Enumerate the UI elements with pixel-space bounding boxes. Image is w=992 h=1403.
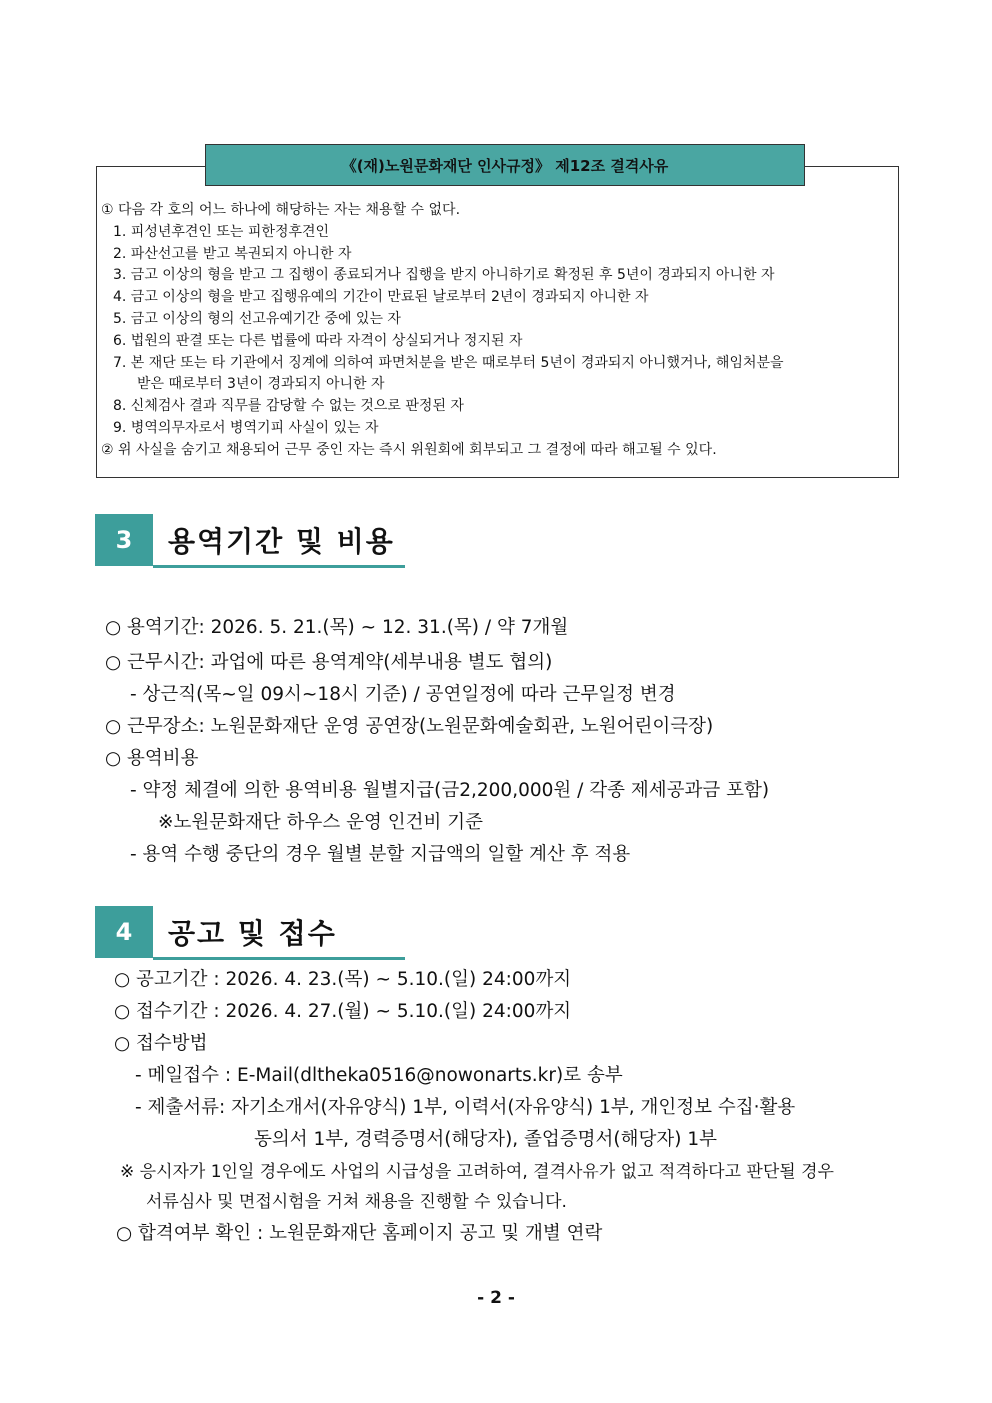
service-cost-note: ※노원문화재단 하우스 운영 인건비 기준: [158, 812, 483, 833]
item-4: 4. 금고 이상의 형을 받고 집행유예의 기간이 만료된 날로부터 2년이 경과되지 아니한 자: [113, 289, 649, 306]
service-cost-detail-2: - 용역 수행 중단의 경우 월별 분할 지급액의 일할 계산 후 적용: [130, 844, 631, 865]
item-6: 6. 법원의 판결 또는 다른 법률에 따라 자격이 상실되거나 정지된 자: [113, 332, 523, 349]
section-3-number: 3: [95, 514, 153, 566]
section-4-title: 공고 및 접수: [168, 917, 337, 950]
section-4-underline: [153, 957, 405, 960]
item-1: 1. 피성년후견인 또는 피한정후견인: [113, 223, 330, 240]
section-4-header: [95, 906, 405, 958]
result-check: ○ 합격여부 확인 : 노원문화재단 홈페이지 공고 및 개별 연락: [116, 1223, 603, 1244]
required-documents: - 제출서류: 자기소개서(자유양식) 1부, 이력서(자유양식) 1부, 개인정보 수집·활용: [135, 1097, 796, 1118]
service-period: ○ 용역기간: 2026. 5. 21.(목) ~ 12. 31.(목) / 약 7개월: [105, 617, 569, 638]
section-3-title: 용역기간 및 비용: [168, 525, 395, 558]
section-4-number: 4: [95, 906, 153, 958]
item-2: 2. 파산선고를 받고 복권되지 아니한 자: [113, 245, 352, 262]
service-cost-detail-1: - 약정 체결에 의한 용역비용 월별지급(금2,200,000원 / 각종 제세공과금 포함): [130, 780, 770, 801]
section-3-header: [95, 514, 405, 566]
item-9: 9. 병역의무자로서 병역기피 사실이 있는 자: [113, 419, 379, 436]
item-8: 8. 신체검사 결과 직무를 감당할 수 없는 것으로 판정된 자: [113, 398, 464, 415]
item-3: 3. 금고 이상의 형을 받고 그 집행이 종료되거나 집행을 받지 아니하기로 확정된 후 5년이 경과되지 아니한 자: [113, 267, 775, 284]
required-documents-continued: 동의서 1부, 경력증명서(해당자), 졸업증명서(해당자) 1부: [254, 1129, 717, 1150]
item-7-continued: 받은 때로부터 3년이 경과되지 아니한 자: [137, 376, 385, 393]
clause-2: ② 위 사실을 숨기고 채용되어 근무 중인 자는 즉시 위원회에 회부되고 그 결정에 따라 해고될 수 있다.: [101, 441, 717, 458]
receipt-period: ○ 접수기간 : 2026. 4. 27.(월) ~ 5.10.(일) 24:00까지: [114, 1001, 572, 1022]
receipt-method: ○ 접수방법: [114, 1033, 208, 1054]
email-receipt: - 메일접수 : E-Mail(dltheka0516@nowonarts.kr)로 송부: [135, 1065, 623, 1086]
page-number: - 2 -: [477, 1288, 515, 1308]
disqualification-body: [101, 200, 896, 462]
section-3-underline: [153, 565, 405, 568]
clause-1: ① 다음 각 호의 어느 하나에 해당하는 자는 채용할 수 없다.: [101, 202, 461, 218]
service-cost: ○ 용역비용: [105, 748, 199, 769]
work-place: ○ 근무장소: 노원문화재단 운영 공연장(노원문화예술회관, 노원어린이극장): [105, 716, 714, 737]
single-applicant-note-continued: 서류심사 및 면접시험을 거쳐 채용을 진행할 수 있습니다.: [146, 1192, 567, 1212]
item-7: 7. 본 재단 또는 타 기관에서 징계에 의하여 파면처분을 받은 때로부터 5년이 경과되지 아니했거나, 해임처분을: [113, 354, 784, 371]
item-5: 5. 금고 이상의 형의 선고유예기간 중에 있는 자: [113, 310, 401, 327]
single-applicant-note: ※ 응시자가 1인일 경우에도 사업의 시급성을 고려하여, 결격사유가 없고 적격하다고 판단될 경우: [120, 1162, 834, 1182]
work-hours: ○ 근무시간: 과업에 따른 용역계약(세부내용 별도 협의): [105, 652, 553, 673]
work-hours-detail: - 상근직(목~일 09시~18시 기준) / 공연일정에 따라 근무일정 변경: [130, 684, 676, 705]
notice-period: ○ 공고기간 : 2026. 4. 23.(목) ~ 5.10.(일) 24:00까지: [114, 969, 572, 990]
disqualification-title: 《(재)노원문화재단 인사규정》 제12조 결격사유: [205, 144, 805, 186]
